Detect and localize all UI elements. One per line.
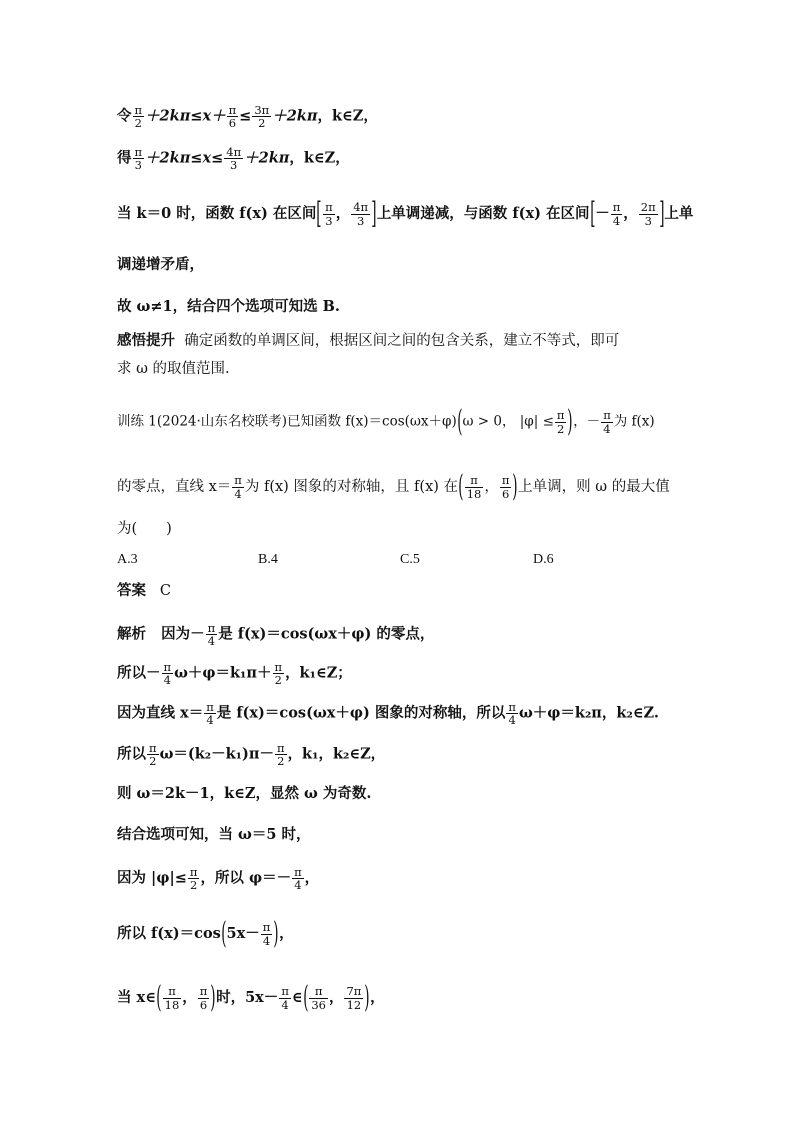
text: ，	[279, 925, 294, 942]
problem-label: 训练 1	[117, 413, 157, 430]
analysis-line-6: 结合选项可知，当 ω＝5 时，	[117, 826, 311, 843]
text: 5x－	[226, 925, 260, 942]
text: 当 k＝0 时，函数 f(x) 在区间	[117, 205, 317, 222]
text: 因为 |φ|≤	[117, 869, 187, 887]
analysis-line-7: 因为 |φ|≤ $\frac{\pi}{2}$ ，所以 φ＝－ $\frac{\pi}{4}$ ，	[117, 865, 320, 893]
problem-line-1: 训练 1(2024·山东名校联考)已知函数 f(x)＝cos(ωx＋φ)(ω > 0， |φ| ≤ $\frac{\pi}{2}$ )，－ $\frac{\pi}{4}$ 为 f(x)	[117, 404, 655, 439]
derivation-line-1: 令 $\frac{\pi}{2}$ ＋2kπ≤x＋ $\frac{\pi}{6}$ ≤ $\frac{3\pi}{2}$ ＋2kπ，k∈Z，	[117, 103, 378, 131]
text: 的零点，直线 x＝	[117, 479, 232, 495]
analysis-line-3: 因为直线 x＝ $\frac{\pi}{4}$ 是 f(x)＝cos(ωx＋φ) 图象的对称轴，所以 $\frac{\pi}{4}$ ω＋φ＝k₂π，k₂∈Z.	[117, 700, 659, 728]
frac-3pi-2: $\frac{3\pi}{2}$	[254, 103, 270, 131]
frac-4pi-3: $\frac{4\pi}{3}$	[226, 145, 242, 173]
option-b: B.4	[258, 552, 278, 567]
text: 所以－	[117, 664, 161, 682]
analysis-label: 解析	[117, 625, 146, 643]
frac-pi-6: $\frac{\pi}{6}$	[228, 103, 237, 131]
analysis-line-1: 解析 因为－ $\frac{\pi}{4}$ 是 f(x)＝cos(ωx＋φ) 的零点，	[117, 621, 435, 649]
analysis-line-8: 所以 f(x)＝cos(5x－ $\frac{\pi}{4}$ )，	[117, 916, 294, 951]
problem-line-2: 的零点，直线 x＝ $\frac{\pi}{4}$ 为 f(x) 图象的对称轴，且 f(x) 在( $\frac{\pi}{18}$ ， $\frac{\pi}{6}$ )上单调，则 ω 的最大值	[117, 469, 670, 504]
text: 是 f(x)＝cos(ωx＋φ) 的零点，	[218, 625, 435, 643]
text: ω > 0， |φ| ≤	[462, 413, 554, 430]
text: 时，5x－	[216, 989, 279, 1006]
text: 所以	[117, 745, 146, 763]
problem-source: (2024·山东名校联考)	[156, 413, 288, 430]
text: ，	[304, 869, 320, 887]
text: ω＋φ＝k₁π＋	[174, 664, 272, 682]
option-a: A.3	[117, 552, 138, 567]
text: 是 f(x)＝cos(ωx＋φ) 图象的对称轴，所以	[216, 704, 506, 722]
text: ∈	[291, 989, 303, 1006]
text: 上单调递减，与函数 f(x) 在区间	[376, 205, 590, 222]
answer-label: 答案	[117, 582, 146, 599]
analysis-line-4: 所以 $\frac{\pi}{2}$ ω＝(k₂－k₁)π－ $\frac{\pi}{2}$ ，k₁，k₂∈Z，	[117, 741, 386, 769]
analysis-line-5: 则 ω＝2k－1，k∈Z，显然 ω 为奇数.	[117, 785, 372, 802]
text: 因为直线 x＝	[117, 704, 204, 722]
derivation-line-4: 调递增矛盾，	[117, 256, 204, 273]
option-d: D.6	[533, 552, 554, 567]
text: ω＋φ＝k₂π，k₂∈Z.	[518, 704, 659, 722]
insight-line-1	[117, 334, 619, 349]
text: ，k₁∈Z；	[285, 664, 352, 682]
text: 已知函数 f(x)＝cos(ωx＋φ)	[287, 413, 457, 430]
text: 为 f(x)	[613, 413, 655, 430]
answer-value: C	[159, 583, 171, 599]
problem-line-3: 为( )	[117, 521, 172, 537]
insight-label: 感悟提升	[117, 332, 175, 349]
text: 上单	[664, 205, 694, 222]
text: 确定函数的单调区间，根据区间之间的包含关系，建立不等式，即可	[184, 333, 620, 349]
frac-pi-2: $\frac{\pi}{2}$	[134, 103, 143, 131]
text: ，k∈Z，	[289, 149, 350, 167]
option-c: C.5	[400, 552, 420, 567]
analysis-line-9: 当 x∈( $\frac{\pi}{18}$ ， $\frac{\pi}{6}$ )时，5x－ $\frac{\pi}{4}$ ∈( $\frac{\pi}{36}$ ， $\frac{7\pi}{12}$ )，	[117, 980, 385, 1015]
text: ，k∈Z，	[317, 107, 378, 125]
text: 令	[117, 107, 132, 125]
text: 因为－	[161, 625, 205, 643]
text: 得	[117, 149, 132, 167]
text: 所以 f(x)＝cos	[117, 925, 221, 942]
derivation-line-3: 当 k＝0 时，函数 f(x) 在区间[ $\frac{\pi}{3}$ ， $\frac{4\pi}{3}$ ]上单调递减，与函数 f(x) 在区间[－ $\frac{\pi}{4}$ ， $\frac{2\pi}{3}$ ]上单	[117, 196, 694, 231]
text: ，所以 φ＝－	[200, 869, 292, 887]
text: ω＝(k₂－k₁)π－	[159, 745, 274, 763]
conclusion-line: 故 ω≠1，结合四个选项可知选 B.	[117, 298, 340, 315]
text: ，	[370, 989, 385, 1006]
analysis-line-2: 所以－ $\frac{\pi}{4}$ ω＋φ＝k₁π＋ $\frac{\pi}{2}$ ，k₁∈Z；	[117, 660, 352, 688]
frac-pi-3: $\frac{\pi}{3}$	[134, 145, 143, 173]
text: 当 x∈	[117, 989, 156, 1006]
text: ，k₁，k₂∈Z，	[287, 745, 386, 763]
insight-line-2: 求 ω 的取值范围.	[117, 361, 230, 377]
text: 上单调，则 ω 的最大值	[518, 479, 670, 495]
derivation-line-2: 得 $\frac{\pi}{3}$ ＋2kπ≤x≤ $\frac{4\pi}{3}$ ＋2kπ，k∈Z，	[117, 145, 350, 173]
text: 为 f(x) 图象的对称轴，且 f(x) 在	[244, 479, 459, 495]
answer-line	[117, 584, 171, 599]
